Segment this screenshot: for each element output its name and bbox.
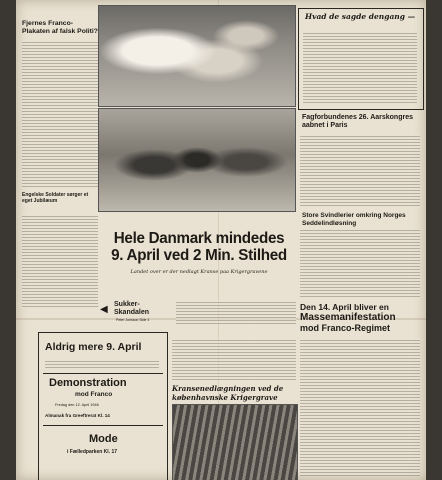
demonstration-where: Almanak fra Greeftrerat Kl. 14 <box>45 413 110 418</box>
text-block <box>176 300 296 324</box>
box-aldrig-mere <box>38 332 168 480</box>
divider <box>43 425 163 426</box>
mode-title: Mode <box>89 433 118 445</box>
main-headline-line2: 9. April ved 2 Min. Stilhed <box>111 247 287 264</box>
text-block <box>45 359 159 369</box>
headline-engelske-soldater: Engelske Soldater sørger et eget Jubilæum <box>22 192 89 204</box>
main-headline <box>100 230 298 275</box>
article-kranse <box>172 384 296 402</box>
sukker-arrow: ◀ <box>100 304 108 315</box>
text-block <box>22 40 98 188</box>
sukker-byline: Peter Jonsson Side 4 <box>116 318 150 322</box>
demonstration-title: Demonstration <box>49 377 127 389</box>
sukker-box <box>100 300 172 326</box>
text-block <box>172 338 296 382</box>
headline-14-april-2: Massemanifestation <box>300 312 396 323</box>
text-block <box>300 134 420 208</box>
text-block <box>300 228 420 298</box>
article-fagforbund <box>302 114 422 130</box>
sukker-headline-2: Skandalen <box>114 309 150 316</box>
divider <box>43 373 163 374</box>
headline-franco-plakaten: Fjernes Franco-Plakaten af falsk Politi? <box>22 20 98 35</box>
article-engelske-soldater <box>22 192 98 204</box>
headline-svindlerier: Store Svindlerier omkring Norges Seddelindløsning <box>302 212 406 227</box>
demonstration-when: Fredag den 12. April 1946 <box>55 403 99 407</box>
photo-ceremony <box>98 108 296 212</box>
photo-wreaths <box>98 5 296 107</box>
text-block <box>22 214 98 308</box>
mode-where: i Fælledparken Kl. 17 <box>67 449 118 455</box>
sukker-headline-1: Sukker- <box>114 301 140 308</box>
photo-soldiers <box>172 404 298 480</box>
main-headline-line1: Hele Danmark mindedes <box>113 230 285 247</box>
headline-aldrig-mere: Aldrig mere 9. April <box>45 341 142 353</box>
headline-hvad-de-sagde: Hvad de sagde dengang — <box>305 12 416 21</box>
headline-14-april-1: Den 14. April bliver en <box>300 302 389 312</box>
box-hvad-de-sagde <box>298 8 424 110</box>
headline-14-april-3: mod Franco-Regimet <box>300 323 391 333</box>
demonstration-subtitle: mod Franco <box>75 391 113 398</box>
headline-kranse-1: Kransenedlægningen ved de <box>172 384 284 393</box>
main-subhead: Landet over er der nedlagt Kranse paa Krigergravene <box>130 269 268 275</box>
article-svindlerier <box>302 212 422 227</box>
headline-kranse-2: københavnske Krigergrave <box>172 393 278 402</box>
headline-fagforbund: Fagforbundenes 26. Aarskongres aabnet i Paris <box>302 114 413 129</box>
text-block <box>303 31 417 103</box>
newspaper-page <box>16 0 426 480</box>
text-block <box>300 338 420 476</box>
article-14-april <box>300 302 424 334</box>
article-franco-plakaten <box>22 20 98 35</box>
